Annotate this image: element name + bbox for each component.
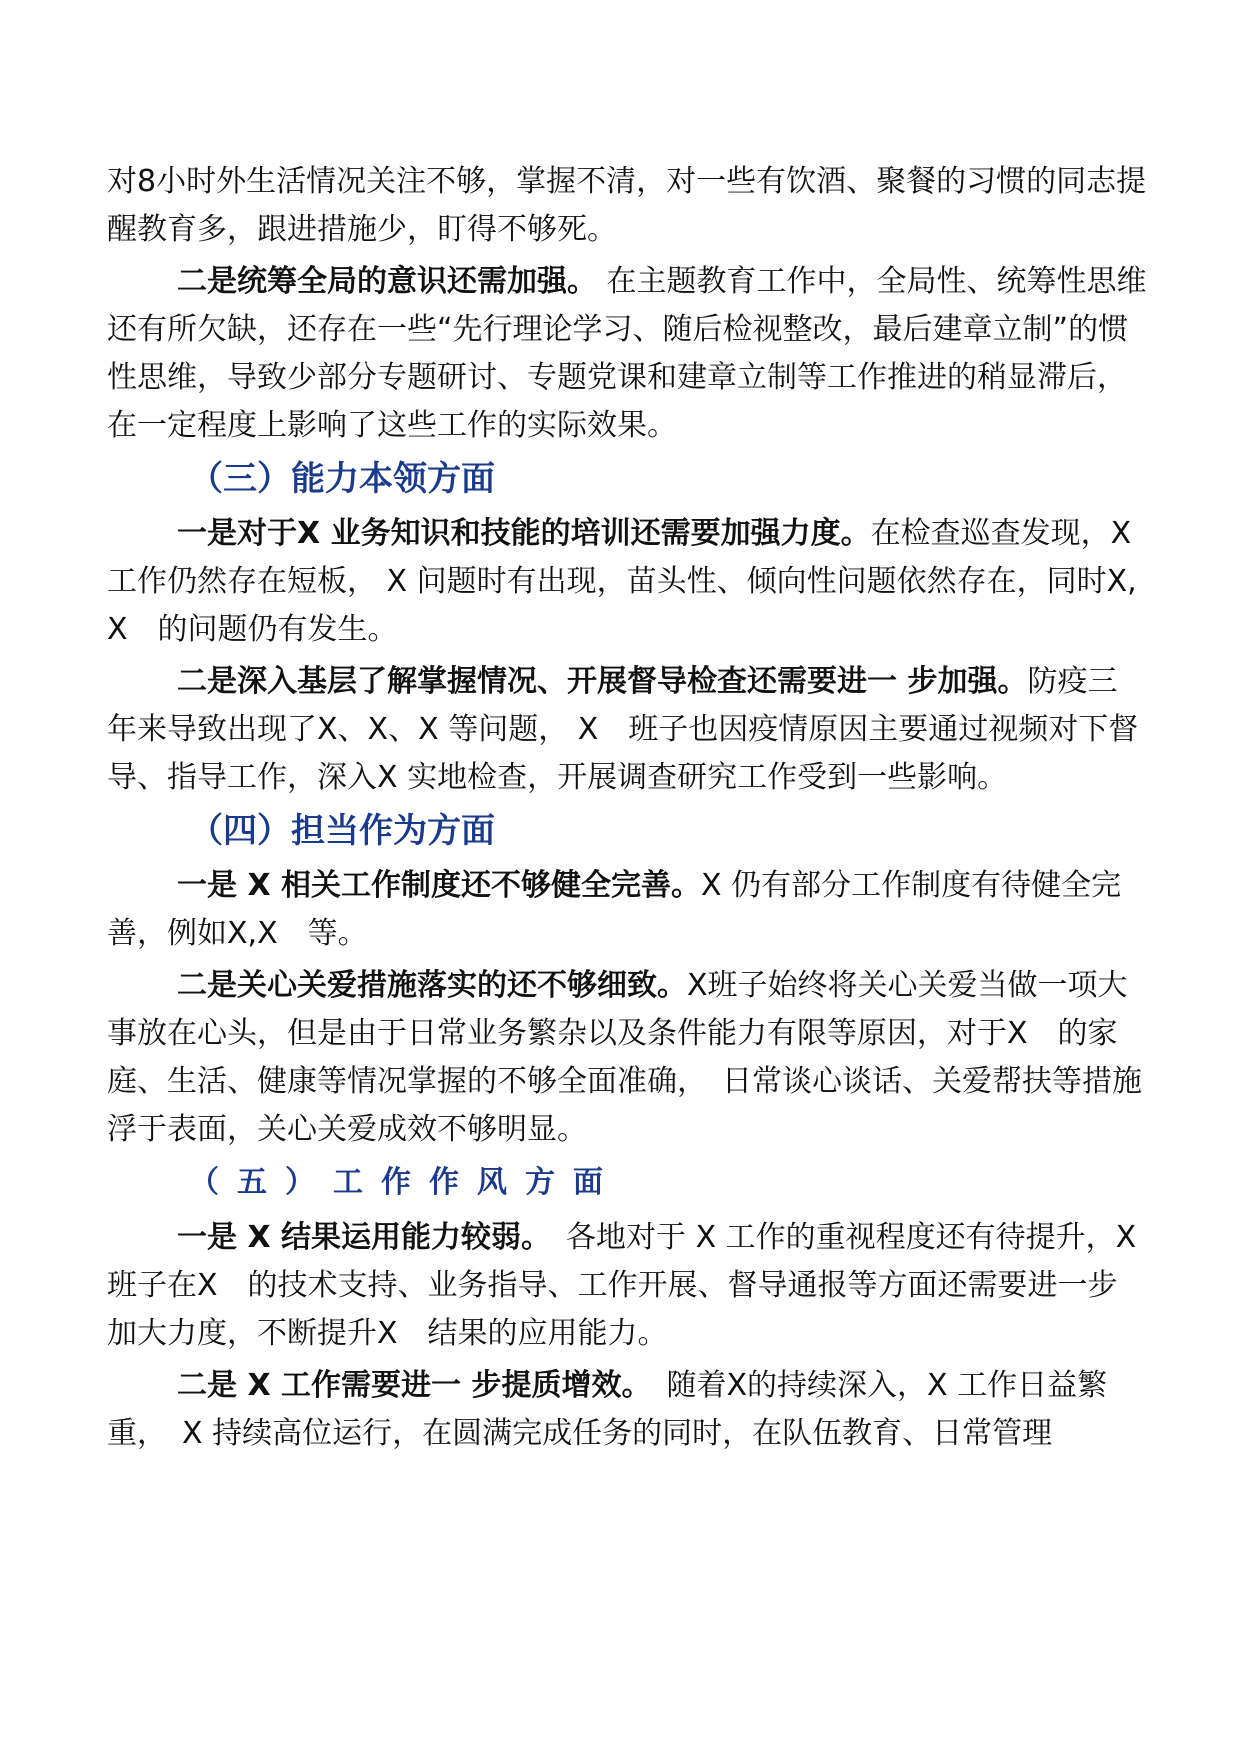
paragraph-lead: 二是统筹全局的意识还需加强。 — [177, 264, 597, 299]
paragraph-lead: 二是深入基层了解掌握情况、开展督导检查还需要进一 步加强。 — [177, 664, 1028, 699]
paragraph-quality-efficiency — [107, 1362, 1147, 1458]
paragraph-care-measures — [107, 962, 1147, 1154]
section-heading-work-style: （五）工作作风方面 — [189, 1165, 621, 1200]
paragraph-continued — [107, 158, 1147, 254]
paragraph-text: 各地对于 X 工作的重视程度还有待提升，X 班子在X 的技术支持、业务指导、工作开展、督导通报等方面还需要进一步加大力度，不断提升X 结果的应用能力。 — [107, 1220, 1167, 1351]
paragraph-text: 对8小时外生活情况关注不够，掌握不清，对一些有饮酒、聚餐的习惯的同志提醒教育多，跟进措施少，盯得不够死。 — [107, 164, 1147, 247]
paragraph-text: X班子始终将关心关爱当做一项大事放在心头，但是由于日常业务繁杂以及条件能力有限等原因，对于X 的家庭、生活、健康等情况掌握的不够全面准确， 日常谈心谈话、关爱帮扶等措施浮于表面，关心关爱成效不够明显。 — [107, 968, 1142, 1147]
document-body — [107, 158, 1167, 1462]
paragraph-training — [107, 510, 1147, 654]
paragraph-lead: 一是 X 结果运用能力较弱。 — [177, 1220, 537, 1255]
paragraph-text: 在检查巡查发现，X工作仍然存在短板， X 问题时有出现，苗头性、倾向性问题依然存在，同时X, X 的问题仍有发生。 — [107, 516, 1137, 647]
paragraph-text: 在主题教育工作中，全局性、统筹性思维还有所欠缺，还存在一些“先行理论学习、随后检视整改，最后建章立制”的惯性思维，导致少部分专题研讨、专题党课和建章立制等工作推进的稍显滞后，在一定程度上影响了这些工作的实际效果。 — [107, 264, 1147, 443]
paragraph-lead: 二是关心关爱措施落实的还不够细致。 — [177, 968, 687, 1003]
paragraph-lead: 一是 X 相关工作制度还不够健全完善。 — [177, 868, 702, 903]
paragraph-lead: 一是对于X 业务知识和技能的培训还需要加强力度。 — [177, 516, 871, 551]
paragraph-supervision — [107, 658, 1147, 802]
section-heading-responsibility: （四）担当作为方面 — [189, 811, 495, 851]
section-heading-ability: （三）能力本领方面 — [189, 459, 495, 499]
paragraph-text: X 仍有部分工作制度有待健全完善，例如X,X 等。 — [107, 868, 1122, 951]
paragraph-result-application — [107, 1214, 1167, 1358]
paragraph-text: 防疫三年来导致出现了X、X、X 等问题， X 班子也因疫情原因主要通过视频对下督导、指导工作，深入X 实地检查，开展调查研究工作受到一些影响。 — [107, 664, 1139, 795]
paragraph-work-system — [107, 862, 1147, 958]
paragraph-overall-awareness — [107, 258, 1147, 450]
paragraph-text: 随着X的持续深入，X 工作日益繁重， X 持续高位运行，在圆满完成任务的同时，在队伍教育、日常管理 — [107, 1368, 1108, 1451]
paragraph-lead: 二是 X 工作需要进一 步提质增效。 — [177, 1368, 637, 1403]
